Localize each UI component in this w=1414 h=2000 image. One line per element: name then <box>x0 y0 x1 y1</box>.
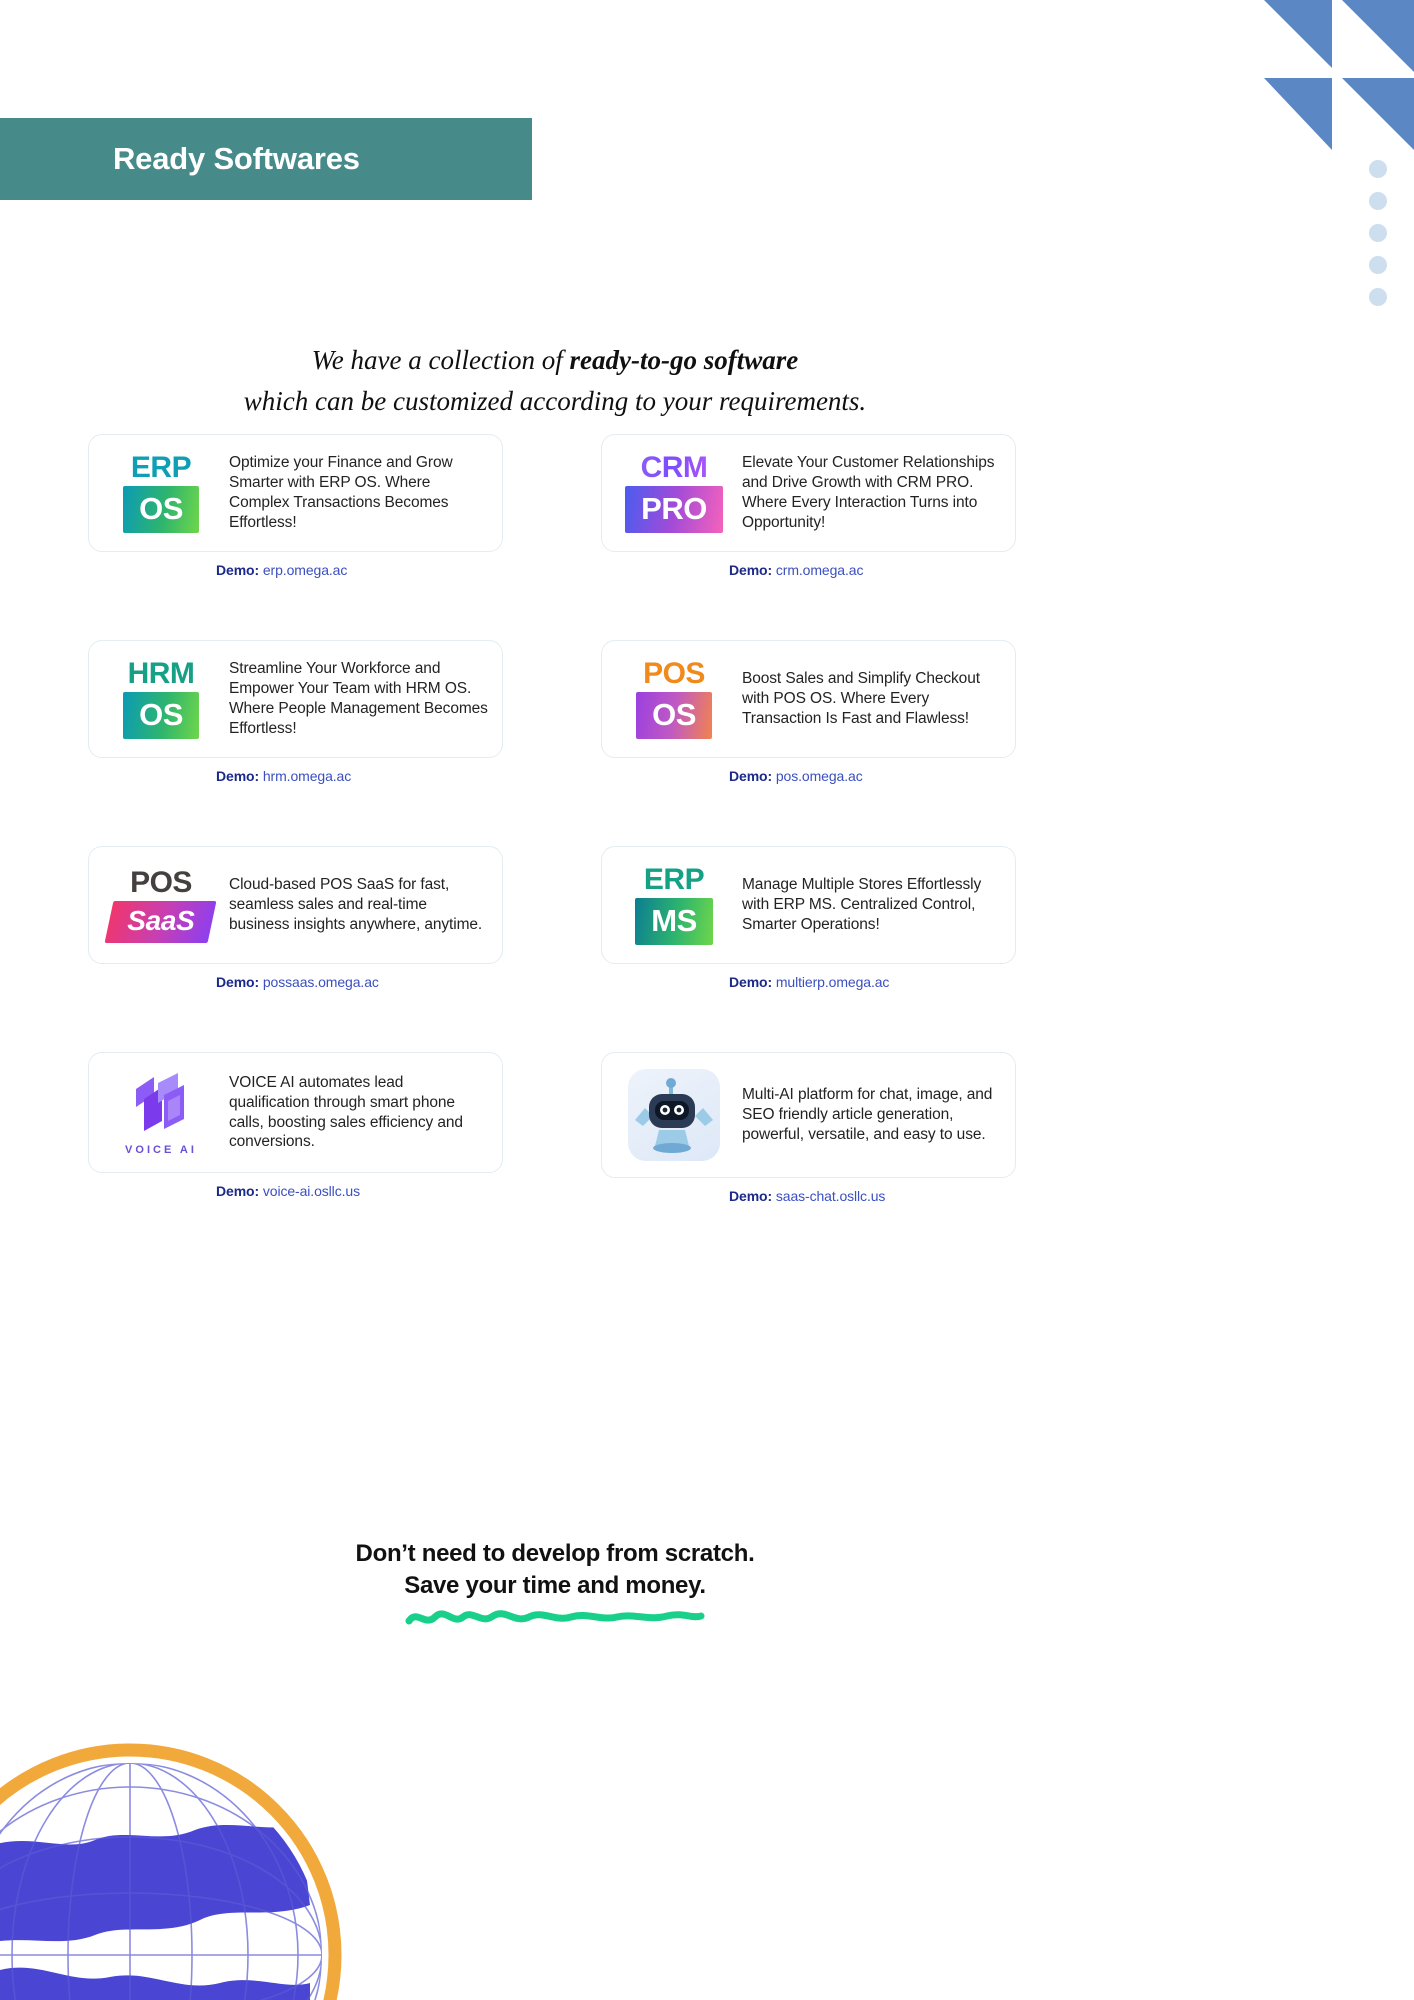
software-card <box>88 434 503 578</box>
logo-wordmark: ERP <box>130 451 192 484</box>
dot-icon <box>1369 160 1387 178</box>
demo-label: Demo: <box>729 768 773 784</box>
logo-wordmark: POS <box>643 657 705 690</box>
software-card-body[interactable] <box>88 434 503 552</box>
voice-ai-wordmark: VOICE AI <box>125 1144 197 1156</box>
demo-url-link[interactable]: multierp.omega.ac <box>775 974 890 990</box>
subtitle-line-1-prefix: We have a collection of <box>311 345 570 375</box>
card-logo <box>107 659 215 739</box>
demo-url-link[interactable]: saas-chat.osllc.us <box>775 1188 886 1204</box>
subtitle-line-2: which can be customized according to your requirements. <box>243 385 867 416</box>
logo-badge: PRO <box>625 486 723 533</box>
logo-badge-text: SaaS <box>127 904 195 936</box>
dot-icon <box>1369 256 1387 274</box>
software-card <box>601 640 1016 784</box>
demo-link-row <box>88 562 503 578</box>
squiggle-underline-icon <box>0 1605 1110 1629</box>
demo-link-row <box>88 768 503 784</box>
software-card <box>601 846 1016 990</box>
software-card <box>601 434 1016 578</box>
tagline-line-1: Don’t need to develop from scratch. <box>355 1540 755 1567</box>
demo-url-link[interactable]: crm.omega.ac <box>775 562 864 578</box>
demo-link-row <box>601 974 1016 990</box>
demo-url-link[interactable]: voice-ai.osllc.us <box>262 1183 360 1199</box>
software-card-body[interactable] <box>601 434 1016 552</box>
subtitle-line-1-bold: ready-to-go software <box>569 345 799 375</box>
tagline-line-2: Save your time and money. <box>404 1572 706 1600</box>
demo-label: Demo: <box>216 1183 260 1199</box>
card-description: Boost Sales and Simplify Checkout with POS OS. Where Every Transaction Is Fast and Flawless! <box>742 670 980 727</box>
demo-label: Demo: <box>729 1188 773 1204</box>
closing-tagline <box>0 1538 1110 1629</box>
software-card-body[interactable] <box>601 640 1016 758</box>
card-description: Elevate Your Customer Relationships and Drive Growth with CRM PRO. Where Every Interaction Turns into Opportunity! <box>742 454 995 531</box>
demo-label: Demo: <box>216 768 260 784</box>
demo-link-row <box>601 1188 1016 1204</box>
demo-url-link[interactable]: hrm.omega.ac <box>262 768 352 784</box>
subtitle <box>0 340 1110 421</box>
software-card-body[interactable] <box>88 846 503 964</box>
logo-wordmark: HRM <box>127 657 195 690</box>
demo-url-link[interactable]: possaas.omega.ac <box>262 974 379 990</box>
software-card <box>601 1052 1016 1204</box>
demo-label: Demo: <box>729 974 773 990</box>
software-card <box>88 1052 503 1204</box>
software-card-body[interactable] <box>601 1052 1016 1178</box>
demo-link-row <box>601 768 1016 784</box>
card-description: Streamline Your Workforce and Empower Your Team with HRM OS. Where People Management Becomes Effortless! <box>229 660 488 737</box>
card-logo <box>620 453 728 533</box>
demo-link-row <box>88 974 503 990</box>
demo-url-link[interactable]: pos.omega.ac <box>775 768 863 784</box>
demo-link-row <box>601 562 1016 578</box>
globe-illustration <box>0 1735 350 2000</box>
card-logo <box>620 865 728 945</box>
card-description: Optimize your Finance and Grow Smarter with ERP OS. Where Complex Transactions Becomes Effortless! <box>229 454 453 531</box>
software-card <box>88 846 503 990</box>
demo-label: Demo: <box>216 562 260 578</box>
card-description: VOICE AI automates lead qualification through smart phone calls, boosting sales efficiency and conversions. <box>229 1073 463 1151</box>
software-card-body[interactable] <box>88 640 503 758</box>
card-logo <box>107 1069 215 1156</box>
subtitle-line-1 <box>0 340 1110 381</box>
logo-wordmark: CRM <box>640 451 708 484</box>
software-card-body[interactable] <box>88 1052 503 1173</box>
header-banner <box>0 118 532 200</box>
dot-icon <box>1369 224 1387 242</box>
card-description: Manage Multiple Stores Effortlessly with ERP MS. Centralized Control, Smarter Operations! <box>742 876 982 933</box>
page-title: Ready Softwares <box>113 141 360 176</box>
pinwheel-decoration-icon <box>1214 0 1414 160</box>
voice-ai-logo-icon <box>124 1069 198 1135</box>
card-logo <box>107 865 215 943</box>
dot-icon <box>1369 192 1387 210</box>
ai-bot-logo-icon <box>628 1069 720 1161</box>
logo-badge: OS <box>636 692 712 739</box>
logo-wordmark: ERP <box>643 863 705 896</box>
demo-url-link[interactable]: erp.omega.ac <box>262 562 348 578</box>
card-logo <box>620 659 728 739</box>
logo-badge: OS <box>123 692 199 739</box>
dot-icon <box>1369 288 1387 306</box>
demo-link-row <box>88 1183 503 1199</box>
dot-column-decoration <box>1369 160 1387 306</box>
logo-badge: OS <box>123 486 199 533</box>
software-card-body[interactable] <box>601 846 1016 964</box>
logo-badge: MS <box>635 898 713 945</box>
card-logo <box>620 1069 728 1161</box>
software-card <box>88 640 503 784</box>
logo-wordmark: POS <box>130 865 192 899</box>
demo-label: Demo: <box>729 562 773 578</box>
logo-badge <box>105 901 217 943</box>
software-card-grid <box>88 434 1016 1204</box>
card-description: Multi-AI platform for chat, image, and SEO friendly article generation, powerful, versatile, and easy to use. <box>742 1086 993 1143</box>
demo-label: Demo: <box>216 974 260 990</box>
card-logo <box>107 453 215 533</box>
card-description: Cloud-based POS SaaS for fast, seamless sales and real-time business insights anywhere, anytime. <box>229 876 483 933</box>
